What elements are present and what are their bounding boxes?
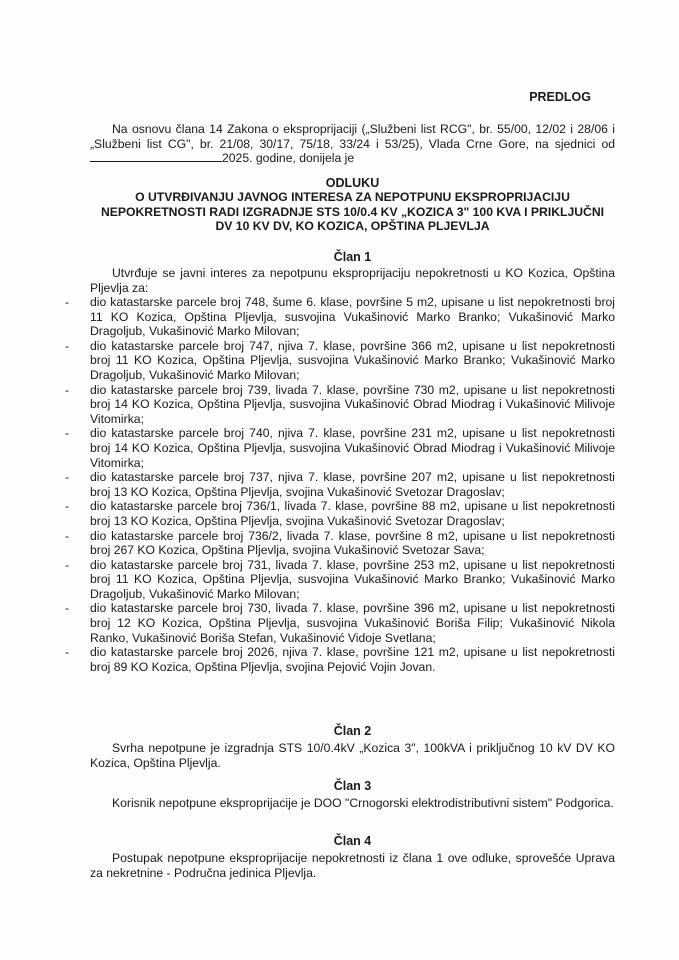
article-4-text: Postupak nepotpune eksproprijacije nepokretnosti iz člana 1 ove odluke, sprovešće Uprava za nekretnine - Područna jedinica Pljevlja.	[90, 851, 615, 880]
article-4-heading: Član 4	[333, 834, 372, 848]
parcel-list	[65, 295, 615, 674]
list-item: - dio katastarske parcele broj 2026, njiva 7. klase, površine 121 m2, upisane u list nepokretnosti broj 89 KO Kozica, Opština Pljevlja, svojina Pejović Vojin Jovan.	[65, 645, 615, 674]
legal-basis-paragraph	[90, 122, 615, 166]
legal-basis-text-end: 2025. godine, donijela je	[222, 151, 355, 166]
legal-basis-text: Na osnovu člana 14 Zakona o eksproprijaciji („Službeni list RCG", br. 55/00, 12/02 i 28/06 i „Službeni list CG", br. 21/08, 30/17, 75/18, 33/24 i 53/25), Vlada Crne Gore, na sjednici od	[90, 122, 615, 151]
list-item: - dio katastarske parcele broj 736/1, livada 7. klase, površine 88 m2, upisane u list nepokretnosti broj 13 KO Kozica, Opština Pljevlja, svojina Vukašinović Svetozar Dragoslav;	[65, 499, 615, 528]
article-4-text-block	[90, 851, 615, 880]
list-item: - dio katastarske parcele broj 748, šume 6. klase, površine 5 m2, upisane u list nepokretnosti broj 11 KO Kozica, Opština Pljevlja, susvojina Vukašinović Marko Branko; Vukašinović Marko Dragoljub, Vukašinović Marko Milovan;	[65, 295, 615, 339]
article-1-heading: Član 1	[333, 250, 372, 264]
list-item: - dio katastarske parcele broj 731, livada 7. klase, površine 253 m2, upisane u list nepokretnosti broj 11 KO Kozica, Opština Pljevlja, susvojina Vukašinović Marko Branko; Vukašinović Marko Dragoljub, Vukašinović Marko Milovan;	[65, 557, 615, 601]
article-2-text-block	[90, 741, 615, 770]
article-3-text-block	[90, 796, 615, 811]
article-1-intro	[90, 266, 615, 295]
date-blank-line	[90, 151, 222, 162]
article-2-heading: Član 2	[333, 724, 372, 738]
list-item: - dio katastarske parcele broj 739, livada 7. klase, površine 730 m2, upisane u list nepokretnosti broj 14 KO Kozica, Opština Pljevlja, susvojina Vukašinović Obrad Miodrag i Vukašinović Milivoje Vitomirka;	[65, 382, 615, 426]
decision-heading: ODLUKU	[325, 176, 380, 190]
article-1-intro-text: Utvrđuje se javni interes za nepotpunu eksproprijaciju nepokretnosti u KO Kozica, Opština Pljevlja za:	[90, 266, 615, 295]
list-item: - dio katastarske parcele broj 740, njiva 7. klase, površine 231 m2, upisane u list nepokretnosti broj 14 KO Kozica, Opština Pljevlja, susvojina Vukašinović Obrad Miodrag i Vukašinović Milivoje Vitomirka;	[65, 426, 615, 470]
article-3-heading: Član 3	[333, 779, 372, 793]
decision-title-line-2: NEPOKRETNOSTI RADI IZGRADNJE STS 10/0.4 KV „KOZICA 3" 100 KVA I PRIKLJUČNI	[100, 204, 605, 219]
decision-title	[90, 176, 615, 234]
list-item: - dio katastarske parcele broj 747, njiva 7. klase, površine 366 m2, upisane u list nepokretnosti broj 11 KO Kozica, Opština Pljevlja, susvojina Vukašinović Marko Branko; Vukašinović Marko Dragoljub, Vukašinović Marko Milovan;	[65, 338, 615, 382]
decision-title-line-1: O UTVRĐIVANJU JAVNOG INTERESA ZA NEPOTPUNU EKSPROPRIJACIJU	[135, 190, 570, 205]
article-3-text: Korisnik nepotpune eksproprijacije je DOO "Crnogorski elektrodistributivni sistem" Podgorica.	[112, 796, 614, 810]
list-item: - dio katastarske parcele broj 730, livada 7. klase, površine 396 m2, upisane u list nepokretnosti broj 12 KO Kozica, Opština Pljevlja, susvojina Vukašinović Boriša Filip; Vukašinović Nikola Ranko, Vukašinović Boriša Stefan, Vukašinović Vidoje Svetlana;	[65, 601, 615, 645]
decision-title-line-3: DV 10 KV DV, KO KOZICA, OPŠTINA PLJEVLJA	[215, 219, 490, 234]
article-2-text: Svrha nepotpune je izgradnja STS 10/0.4kV „Kozica 3", 100kVA i priključnog 10 kV DV KO Kozica, Opština Pljevlja.	[90, 741, 615, 770]
draft-label: PREDLOG	[529, 90, 591, 104]
list-item: - dio katastarske parcele broj 736/2, livada 7. klase, površine 8 m2, upisane u list nepokretnosti broj 267 KO Kozica, Opština Pljevlja, svojina Vukašinović Svetozar Sava;	[65, 528, 615, 558]
list-item: - dio katastarske parcele broj 737, njiva 7. klase, površine 207 m2, upisane u list nepokretnosti broj 13 KO Kozica, Opština Pljevlja, svojina Vukašinović Svetozar Dragoslav;	[65, 470, 615, 499]
